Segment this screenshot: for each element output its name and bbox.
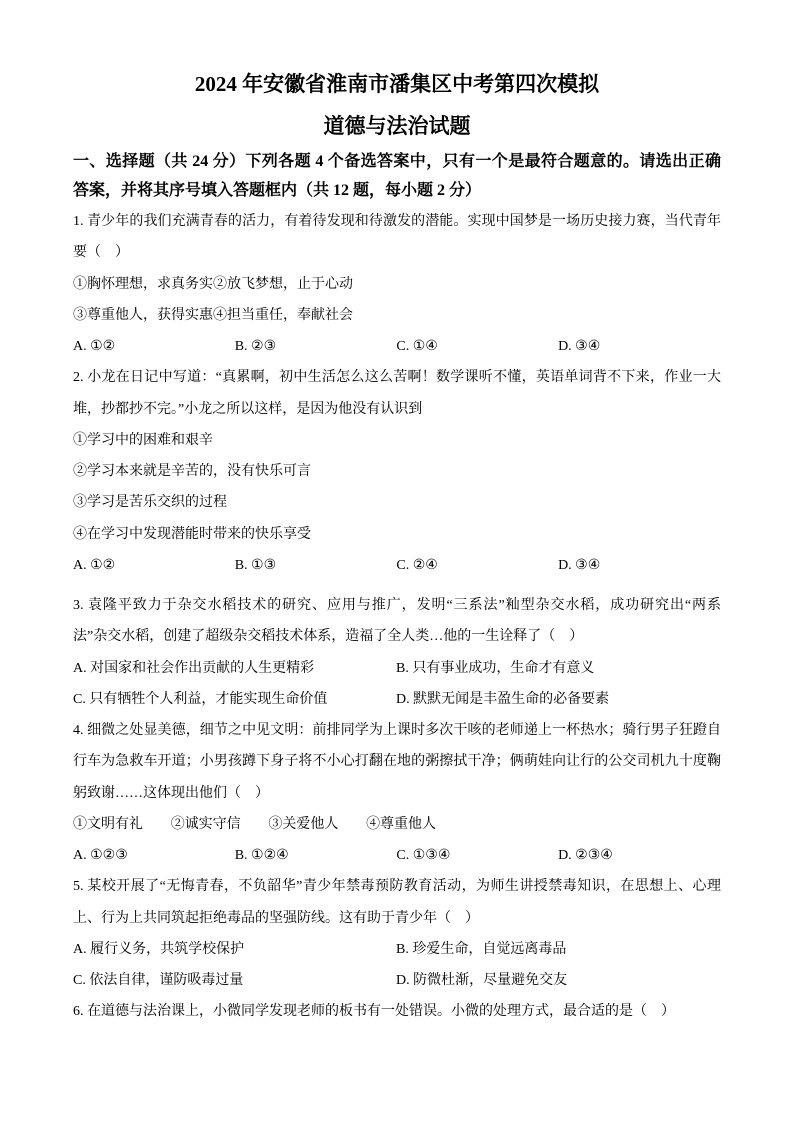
question-5 — [73, 871, 721, 996]
question-4-item-1: ①文明有礼 — [73, 816, 143, 832]
question-4-options — [73, 840, 721, 871]
question-2-item-4: ④在学习中发现潜能时带来的快乐享受 — [73, 526, 311, 542]
question-1-option-d: D. ③④ — [558, 339, 601, 354]
question-1-options — [73, 331, 721, 362]
question-4-items — [73, 809, 721, 840]
question-5-stem-line-2: 上、行为上共同筑起拒绝毒品的坚强防线。这有助于青少年（ ） — [73, 910, 479, 926]
section-heading — [73, 147, 721, 205]
question-2 — [73, 362, 721, 581]
exam-title: 2024 年安徽省淮南市潘集区中考第四次模拟 — [194, 72, 600, 96]
question-3-option-d: D. 默默无闻是丰盈生命的必备要素 — [396, 691, 610, 707]
title-block — [0, 63, 794, 147]
question-1-stem-line-2: 要（ ） — [73, 245, 129, 261]
question-4-stem-line-1: 4. 细微之处显美德，细节之中见文明：前排同学为上课时多次干咳的老师递上一杯热水；骑行男子狂蹬自 — [73, 723, 721, 738]
question-4-item-2: ②诚实守信 — [170, 816, 241, 832]
question-1-option-c: C. ①④ — [396, 339, 438, 354]
question-3-option-b: B. 只有事业成功，生命才有意义 — [396, 660, 595, 676]
exam-content — [73, 147, 721, 1028]
question-1-item-line-1: ①胸怀理想，求真务实②放飞梦想，止于心动 — [73, 276, 353, 292]
question-5-options-row-2 — [73, 965, 721, 996]
question-2-item-3: ③学习是苦乐交织的过程 — [73, 495, 227, 511]
question-6 — [73, 996, 721, 1027]
question-5-option-d: D. 防微杜渐，尽量避免交友 — [396, 973, 568, 988]
question-2-option-d: D. ③④ — [558, 557, 601, 573]
question-4-item-4: ④尊重他人 — [366, 816, 437, 832]
question-2-item-1: ①学习中的困难和艰辛 — [73, 432, 213, 448]
question-2-option-a: A. ①② — [73, 557, 116, 573]
question-3-options-row-2 — [73, 684, 721, 715]
question-3-option-c: C. 只有牺牲个人利益，才能实现生命价值 — [73, 691, 328, 707]
question-6-stem-line-1: 6. 在道德与法治课上，小微同学发现老师的板书有一处错误。小微的处理方式，最合适的是（ ） — [73, 1004, 675, 1020]
question-3-stem-line-2: 法”杂交水稻，创建了超级杂交稻技术体系，造福了全人类…他的一生诠释了（ ） — [73, 629, 584, 645]
question-2-stem-line-1: 2. 小龙在日记中写道：“真累啊，初中生活怎么这么苦啊！数学课听不懂，英语单词背不下来，作业一大 — [73, 370, 721, 386]
question-4-stem-line-2: 行车为急救车开道；小男孩蹲下身子将不小心打翻在地的粥擦拭干净；俩萌娃向让行的公交司机九十度鞠 — [73, 754, 721, 770]
question-5-option-a: A. 履行义务，共筑学校保护 — [73, 941, 245, 957]
question-5-option-b: B. 珍爱生命，自觉远离毒品 — [396, 941, 567, 957]
question-5-stem-line-1: 5. 某校开展了“无悔青春，不负韶华”青少年禁毒预防教育活动，为师生讲授禁毒知识，在思想上、心理 — [73, 879, 721, 895]
question-4-item-3: ③关爱他人 — [268, 816, 339, 832]
question-3-options-row-1 — [73, 653, 721, 684]
question-5-option-c: C. 依法自律，谨防吸毒过量 — [73, 973, 244, 988]
question-5-options-row-1 — [73, 934, 721, 965]
question-1-option-b: B. ②③ — [234, 339, 277, 354]
question-2-option-c: C. ②④ — [396, 557, 438, 573]
question-1 — [73, 206, 721, 362]
question-4-option-b: B. ①②④ — [234, 848, 289, 863]
question-2-option-b: B. ①③ — [234, 557, 277, 573]
question-4 — [73, 715, 721, 871]
question-3-option-a: A. 对国家和社会作出贡献的人生更精彩 — [73, 660, 315, 676]
question-2-options — [73, 550, 721, 581]
question-4-stem-line-3: 躬致谢……这体现出他们（ ） — [73, 785, 269, 801]
exam-subtitle: 道德与法治试题 — [323, 114, 471, 138]
question-4-option-c: C. ①③④ — [396, 848, 451, 863]
question-4-option-d: D. ②③④ — [558, 848, 613, 863]
question-2-item-2: ②学习本来就是辛苦的，没有快乐可言 — [73, 464, 311, 479]
question-3 — [73, 590, 721, 715]
question-1-item-line-2: ③尊重他人，获得实惠④担当重任，奉献社会 — [73, 307, 353, 323]
question-1-option-a: A. ①② — [73, 339, 116, 354]
question-4-option-a: A. ①②③ — [73, 848, 128, 863]
question-2-stem-line-2: 堆，抄都抄不完。”小龙之所以这样，是因为他没有认识到 — [73, 401, 423, 417]
section-heading-line-2: 答案，并将其序号填入答题框内（共 12 题，每小题 2 分） — [73, 182, 482, 199]
section-heading-line-1: 一、选择题（共 24 分）下列各题 4 个备选答案中，只有一个是最符合题意的。请选出正确 — [73, 153, 721, 170]
question-1-stem-line-1: 1. 青少年的我们充满青春的活力，有着待发现和待激发的潜能。实现中国梦是一场历史接力赛，当代青年 — [73, 214, 721, 229]
question-3-stem-line-1: 3. 袁隆平致力于杂交水稻技术的研究、应用与推广，发明“三系法”籼型杂交水稻，成功研究出“两系 — [73, 598, 721, 613]
